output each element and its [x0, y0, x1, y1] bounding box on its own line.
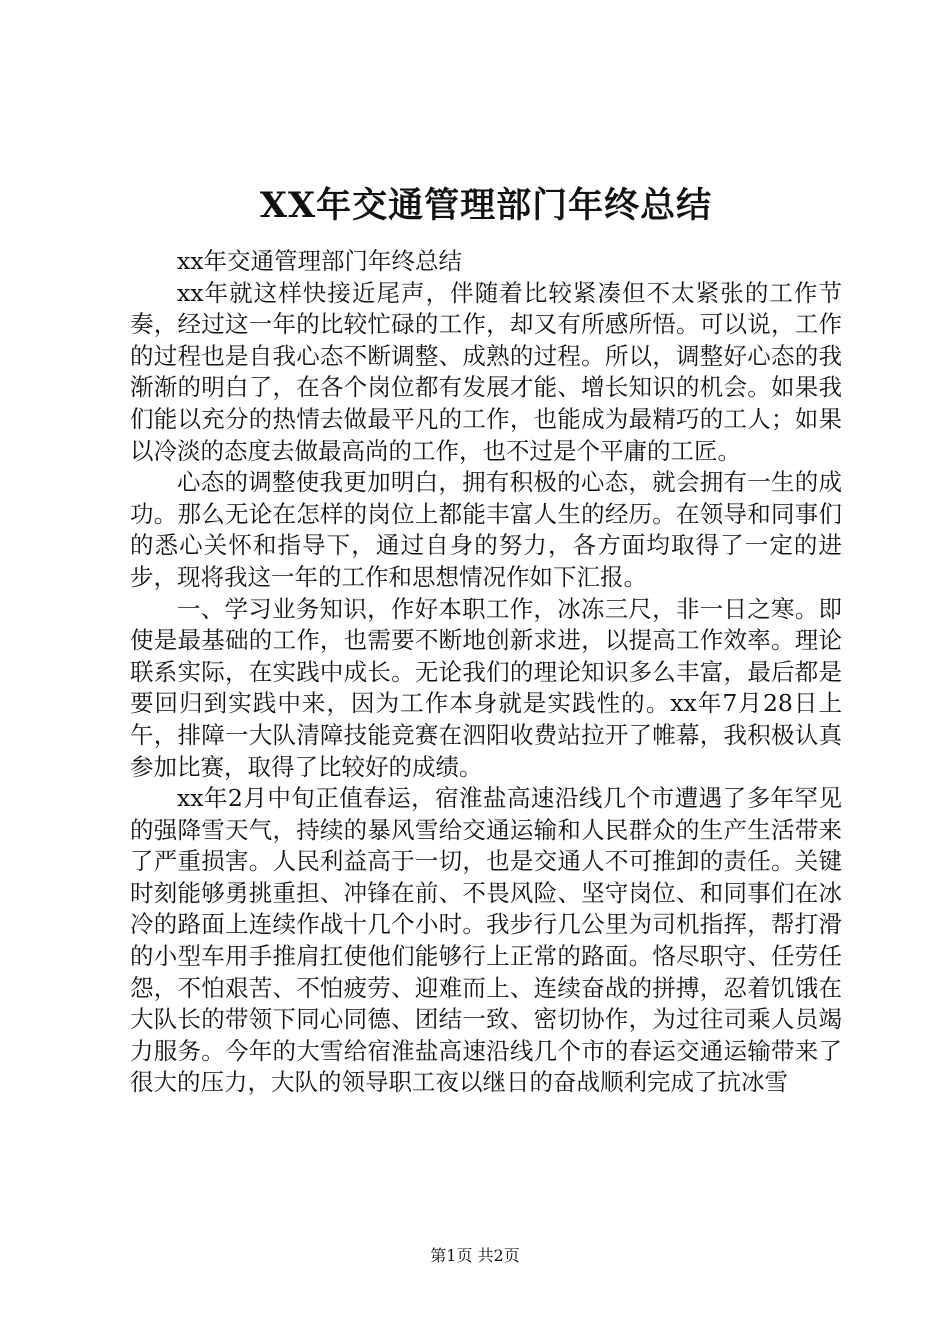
- paragraph-2: 心态的调整使我更加明白，拥有积极的心态，就会拥有一生的成功。那么无论在怎样的岗位上都能丰富人生的经历。在领导和同事们的悉心关怀和指导下，通过自身的努力，各方面均取得了一定的进步，现将我这一年的工作和思想情况作如下汇报。: [130, 468, 842, 591]
- page-footer: [0, 1244, 950, 1268]
- paragraph-1: xx年就这样快接近尾声，伴随着比较紧凑但不太紧张的工作节奏，经过这一年的比较忙碌的工作，却又有所感所悟。可以说，工作的过程也是自我心态不断调整、成熟的过程。所以，调整好心态的我渐渐的明白了，在各个岗位都有发展才能、增长知识的机会。如果我们能以充分的热情去做最平凡的工作，也能成为最精巧的工人；如果以冷淡的态度去做最高尚的工作，也不过是个平庸的工匠。: [130, 278, 842, 465]
- page-indicator: 第1页 共2页: [430, 1246, 520, 1265]
- document-title: XX年交通管理部门年终总结: [259, 185, 713, 226]
- paragraph-4: xx年2月中旬正值春运，宿淮盐高速沿线几个市遭遇了多年罕见的强降雪天气，持续的暴风雪给交通运输和人民群众的生产生活带来了严重损害。人民利益高于一切，也是交通人不可推卸的责任。关键时刻能够勇挑重担、冲锋在前、不畏风险、坚守岗位、和同事们在冰冷的路面上连续作战十几个小时。我步行几公里为司机指挥，帮打滑的小型车用手推肩扛使他们能够行上正常的路面。恪尽职守、任劳任怨，不怕艰苦、不怕疲劳、迎难而上、连续奋战的拼搏，忍着饥饿在大队长的带领下同心同德、团结一致、密切协作，为过往司乘人员竭力服务。今年的大雪给宿淮盐高速沿线几个市的春运交通运输带来了很大的压力，大队的领导职工夜以继日的奋战顺利完成了抗冰雪: [130, 784, 842, 1097]
- paragraph-subtitle: xx年交通管理部门年终总结: [177, 247, 463, 275]
- paragraph-3: 一、学习业务知识，作好本职工作，冰冻三尺，非一日之寒。即使是最基础的工作，也需要不断地创新求进，以提高工作效率。理论联系实际，在实践中成长。无论我们的理论知识多么丰富，最后都是要回归到实践中来，因为工作本身就是实践性的。xx年7月28日上午，排障一大队清障技能竞赛在泗阳收费站拉开了帷幕，我积极认真参加比赛，取得了比较好的成绩。: [130, 594, 842, 781]
- document-body: [130, 180, 842, 1099]
